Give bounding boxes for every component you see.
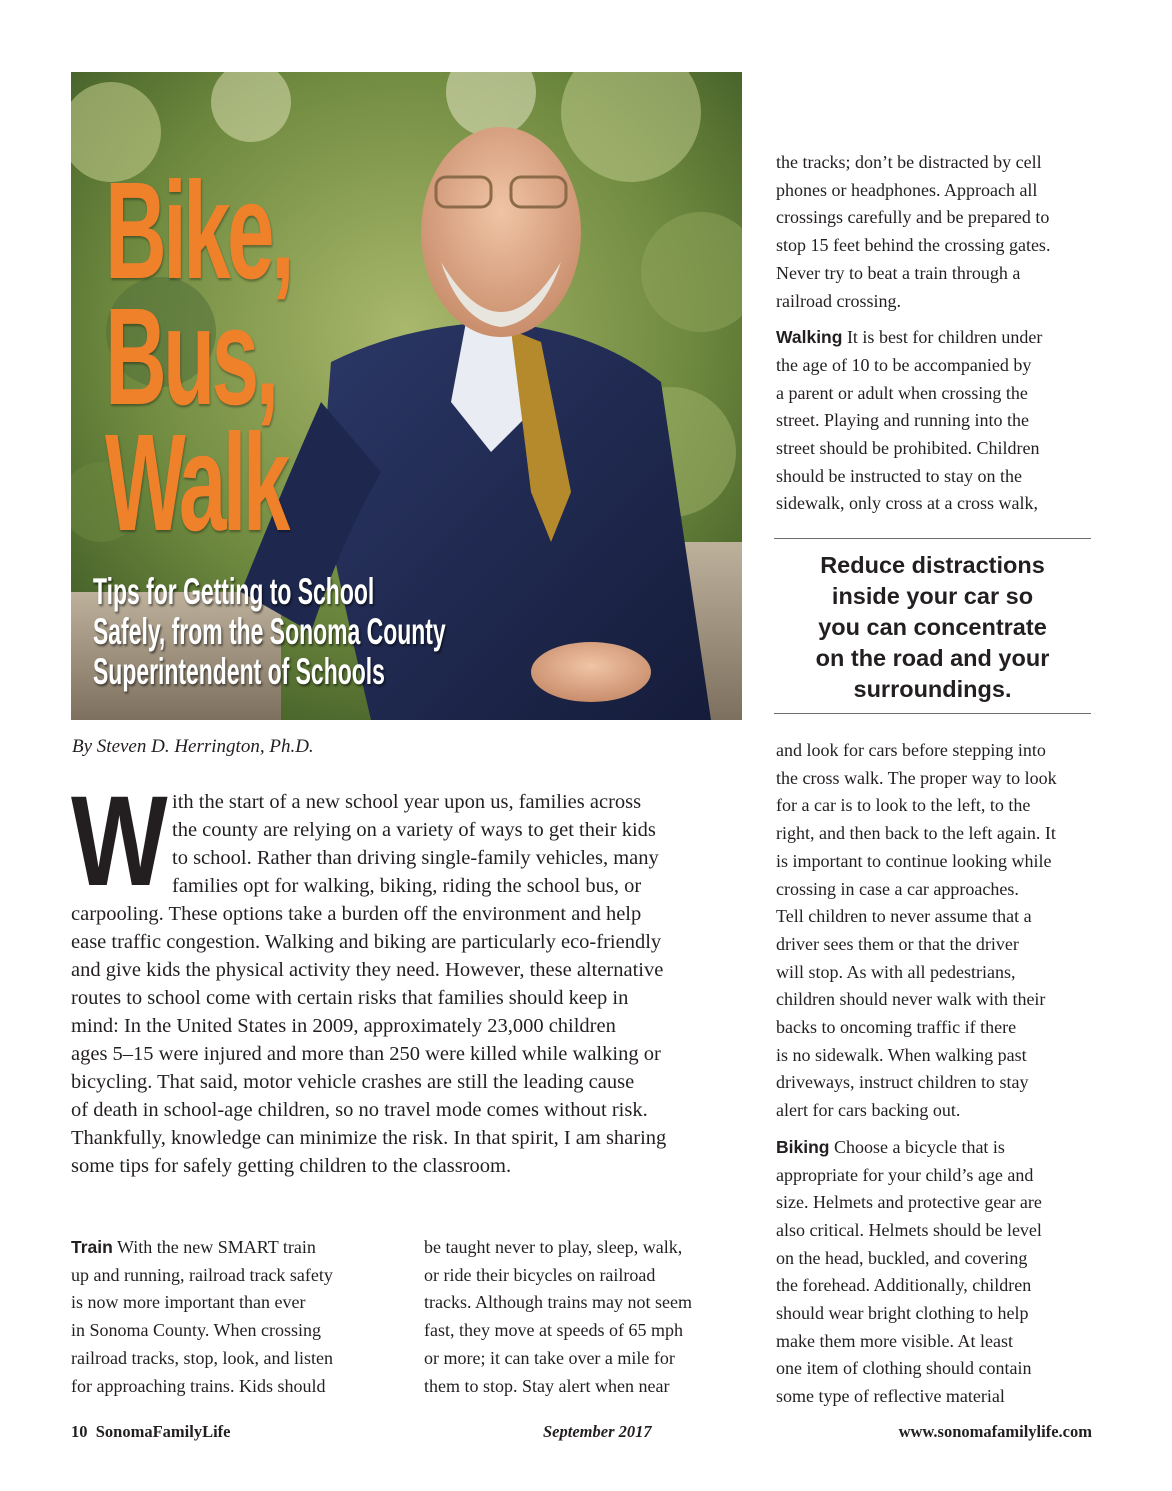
walking-heading: Walking	[776, 327, 843, 348]
walking-line: and look for cars before stepping into	[776, 740, 1046, 760]
headline	[105, 154, 291, 560]
headline-line: Walk	[105, 406, 287, 560]
train-column-2	[424, 1234, 744, 1400]
walking-line: right, and then back to the left again. It	[776, 823, 1056, 844]
issue-date: September 2017	[543, 1422, 652, 1441]
biking-line: also critical. Helmets should be level	[776, 1219, 1042, 1240]
pull-quote-line: Reduce distractions	[820, 552, 1045, 578]
biking-line: one item of clothing should contain	[776, 1358, 1032, 1379]
biking-line: size. Helmets and protective gear are	[776, 1192, 1042, 1213]
subheadline-line: Tips for Getting to School	[93, 571, 375, 612]
pull-quote-line: inside your car so	[831, 583, 1034, 609]
walking-line: a parent or adult when crossing the	[776, 382, 1028, 403]
biking-line: appropriate for your child’s age and	[776, 1164, 1034, 1185]
right-line: Never try to beat a train through a	[776, 262, 1021, 283]
right-column-bottom	[776, 737, 1096, 1411]
walking-line: children should never walk with their	[776, 989, 1046, 1010]
biking-line: the forehead. Additionally, children	[776, 1275, 1032, 1296]
right-line: phones or headphones. Approach all	[776, 179, 1038, 200]
right-line: stop 15 feet behind the crossing gates.	[776, 235, 1051, 256]
walking-line: street should be prohibited. Children	[776, 438, 1040, 459]
right-line: the tracks; don’t be distracted by cell	[776, 152, 1042, 172]
walking-line: sidewalk, only cross at a cross walk,	[776, 493, 1038, 514]
train-line: be taught never to play, sleep, walk,	[424, 1237, 683, 1257]
walking-line: should be instructed to stay on the	[776, 465, 1022, 486]
hero-photo	[71, 72, 742, 720]
intro-line: the county are relying on a variety of ways to get their kids	[172, 819, 656, 841]
pull-quote-line: surroundings.	[853, 676, 1012, 702]
train-line: fast, they move at speeds of 65 mph	[424, 1320, 683, 1341]
right-column-top	[776, 149, 1096, 518]
biking-line: should wear bright clothing to help	[776, 1303, 1029, 1324]
right-line: crossings carefully and be prepared to	[776, 207, 1050, 228]
intro-line: mind: In the United States in 2009, approximately 23,000 children	[71, 1015, 616, 1037]
intro-line: of death in school-age children, so no travel mode comes without risk.	[71, 1099, 648, 1121]
footer-folio	[71, 1422, 231, 1442]
train-line: Train With the new SMART train	[71, 1237, 316, 1257]
headline-line: Bike,	[105, 154, 291, 308]
intro-line: to school. Rather than driving single-family vehicles, many	[172, 847, 659, 869]
headline-line: Bus,	[105, 280, 276, 434]
drop-cap: W	[71, 770, 168, 913]
pull-quote	[774, 538, 1091, 714]
walking-line: for a car is to look to the left, to the	[776, 795, 1031, 816]
biking-line: on the head, buckled, and covering	[776, 1247, 1028, 1268]
intro-line: ages 5–15 were injured and more than 250 were killed while walking or	[71, 1043, 661, 1065]
train-line: up and running, railroad track safety	[71, 1264, 333, 1285]
byline: By Steven D. Herrington, Ph.D.	[72, 736, 314, 757]
walking-line: street. Playing and running into the	[776, 410, 1029, 431]
train-column-1	[71, 1234, 391, 1400]
biking-line: Biking Choose a bicycle that is	[776, 1136, 1005, 1157]
website-url: www.sonomafamilylife.com	[898, 1422, 1092, 1441]
walking-line: driver sees them or that the driver	[776, 933, 1019, 954]
biking-heading: Biking	[776, 1136, 830, 1157]
intro-line: ease traffic congestion. Walking and biking are particularly eco-friendly	[71, 931, 662, 953]
subheadline	[93, 572, 564, 692]
walking-line: will stop. As with all pedestrians,	[776, 961, 1016, 982]
magazine-name: SonomaFamilyLife	[95, 1422, 231, 1441]
train-line: them to stop. Stay alert when near	[424, 1375, 670, 1396]
train-line: or more; it can take over a mile for	[424, 1347, 675, 1368]
walking-line: backs to oncoming traffic if there	[776, 1017, 1017, 1038]
walking-line: Walking It is best for children under	[776, 327, 1043, 348]
biking-line: some type of reflective material	[776, 1386, 1005, 1407]
pull-quote-line: you can concentrate	[818, 614, 1047, 640]
intro-line: and give kids the physical activity they need. However, these alternative	[71, 959, 664, 981]
intro-line: carpooling. These options take a burden off the environment and help	[71, 903, 642, 925]
biking-line: make them more visible. At least	[776, 1330, 1013, 1351]
train-line: railroad tracks, stop, look, and listen	[71, 1347, 333, 1368]
walking-line: the cross walk. The proper way to look	[776, 767, 1057, 788]
train-line: tracks. Although trains may not seem	[424, 1292, 692, 1313]
walking-line: is important to continue looking while	[776, 850, 1052, 871]
walking-line: alert for cars backing out.	[776, 1100, 961, 1121]
page-number: 10	[71, 1422, 88, 1441]
walking-line: crossing in case a car approaches.	[776, 878, 1019, 899]
train-heading: Train	[71, 1237, 113, 1257]
pull-quote-line: on the road and your	[815, 645, 1050, 671]
train-line: for approaching trains. Kids should	[71, 1375, 326, 1396]
intro-line: Thankfully, knowledge can minimize the risk. In that spirit, I am sharing	[71, 1127, 667, 1149]
intro-line: ith the start of a new school year upon us, families across	[172, 791, 642, 813]
walking-line: is no sidewalk. When walking past	[776, 1044, 1027, 1065]
intro-line: routes to school come with certain risks that families should keep in	[71, 987, 629, 1009]
train-line: is now more important than ever	[71, 1292, 306, 1313]
subheadline-line: Safely, from the Sonoma County	[93, 611, 446, 652]
train-line: or ride their bicycles on railroad	[424, 1264, 656, 1285]
subheadline-line: Superintendent of Schools	[93, 651, 385, 692]
walking-line: the age of 10 to be accompanied by	[776, 354, 1032, 375]
walking-line: driveways, instruct children to stay	[776, 1072, 1029, 1093]
intro-line: families opt for walking, biking, riding the school bus, or	[172, 875, 642, 897]
right-line: railroad crossing.	[776, 290, 901, 311]
train-line: in Sonoma County. When crossing	[71, 1320, 321, 1341]
walking-line: Tell children to never assume that a	[776, 906, 1032, 927]
intro-line: bicycling. That said, motor vehicle crashes are still the leading cause	[71, 1071, 635, 1093]
intro-line: some tips for safely getting children to the classroom.	[71, 1155, 512, 1177]
